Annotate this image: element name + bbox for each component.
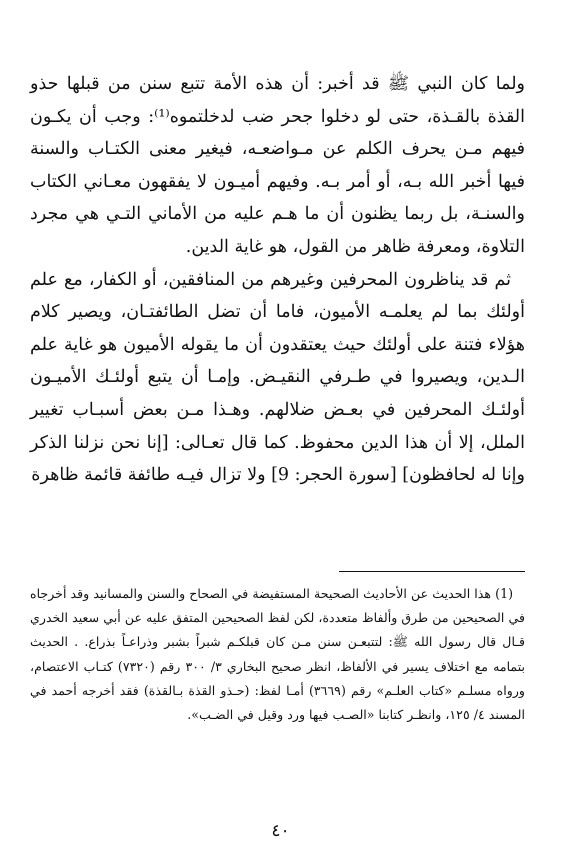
footnote-separator bbox=[339, 571, 525, 572]
footnotes bbox=[30, 582, 525, 727]
paragraph: ولما كان النبي ﷺ قد أخبر: أن هذه الأمة تتبع سنن من قبلها حذو القذة بالقـذة، حتى لو دخلوا جحر ضب لدخلتموه⁽¹⁾: وجب أن يكـون فيهم مـن يحرف الكلم عن مـواضعـه، فيغير معنى الكتـاب والسنة فيها أخبر الله بـه، أو أمر بـه. وفيهم أميـون لا يفقهون معـاني الكتاب والسنـة، بل ربما يظنون أن ما هـم عليه من الأماني التـي هي مجرد التلاوة، ومعرفة ظاهر من القول، هو غاية الدين. bbox=[30, 74, 525, 257]
footnote-text: (1) هذا الحديث عن الأحاديث الصحيحة المستفيضة في الصحاح والسنن والمسانيد وقد أخرجاه في الصحيحين من طرق وألفاظ متعددة، لكن لفظ الصحيحين المتفق عليه عن أبي سعيد الخدري قـال قال رسول الله ﷺ: لتتبعـن سنن مـن كان قبلكـم شبراً بشبر وذراعـاً بذراع. . الحديث بتمامه مع اختلاف يسير في الألفاظ، انظر صحيح البخاري ٣/ ٣٠٠ رقم (٧٣٢٠) كتـاب الاعتصام، ورواه مسلـم «كتاب العلـم» رقم (٣٦٦٩) أمـا لفظ: (حـذو القذة بـالقذة) فقد أخرجه أحمد في المسند ٤/ ١٢٥، وانظـر كتابنا «الصـب فيها ورد وقيل في الضـب». bbox=[30, 586, 526, 723]
page-number: ٤٠ bbox=[271, 821, 290, 841]
paragraph: ثم قد يناظرون المحرفين وغيرهم من المنافقين، أو الكفار، مع علم أولئك بما لم يعلمـه الأميون، فاما أن تضل الطائفتـان، ويصير كلام هؤلاء فتنة على أولئك حيث يعتقدون أن ما يقوله الأميون هو غاية علم الـدين، ويصيروا في طـرفي النقيـض. وإمـا أن يتبع أولئـك الأميـون أولئـك المحرفين في بعـض ضلالهم. وهـذا مـن بعض أسبـاب تغيير الملل، إلا أن هذا الدين محفوظ. كما قال تعـالى: [إنا نحن نزلنا الذكر وإنا له لحافظون] [سورة الحجر: 9] ولا تزال فيـه طائفة قائمة ظاهرة bbox=[30, 269, 525, 486]
main-text bbox=[30, 68, 525, 492]
